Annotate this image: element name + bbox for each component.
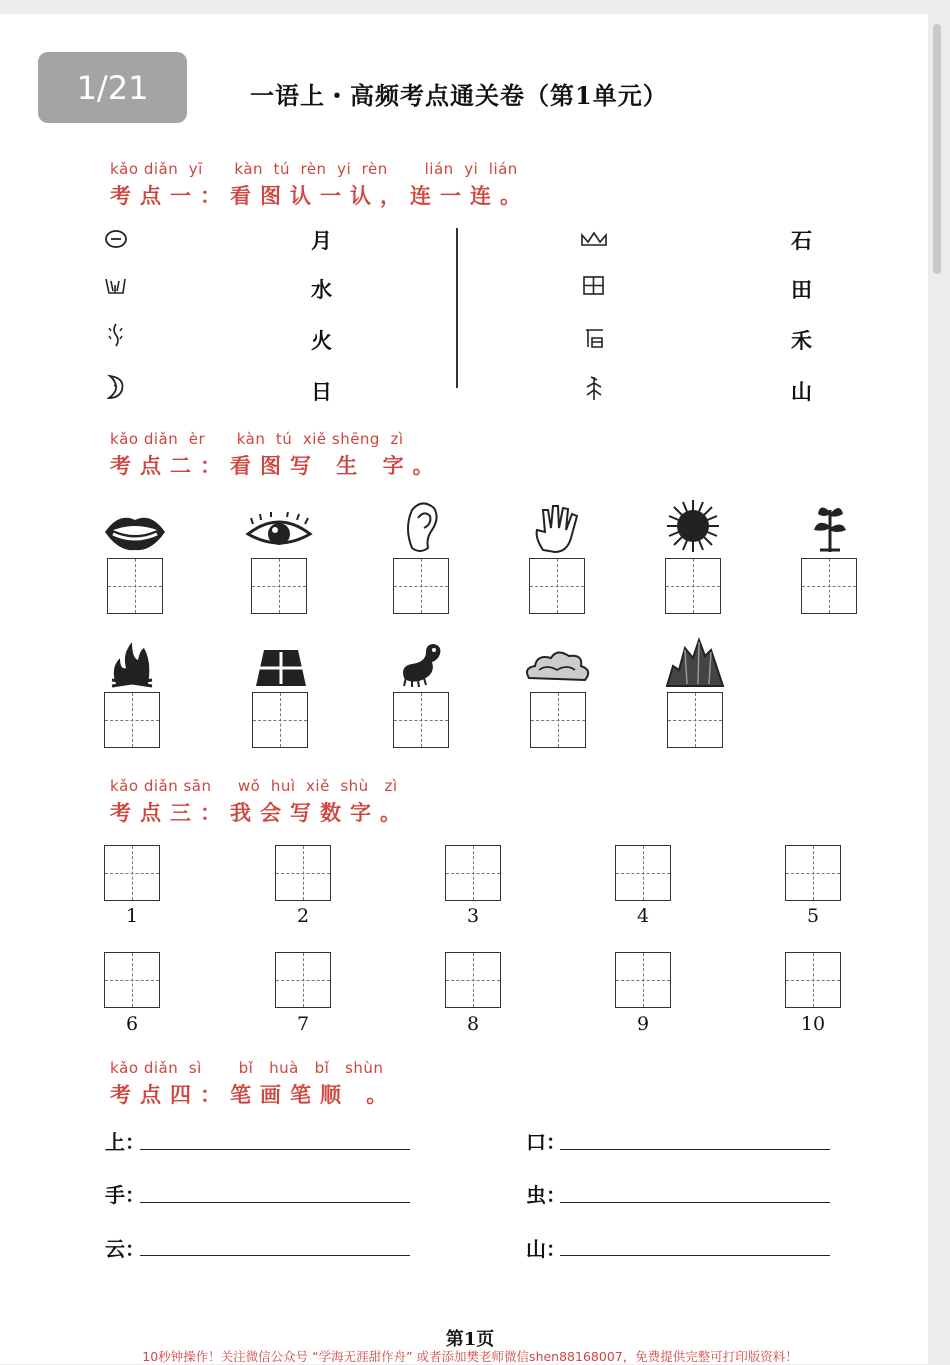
number-label: 5 [806,905,820,927]
number-writing-box[interactable] [615,845,671,901]
moon-oracle-icon [105,374,127,400]
section2-heading: 考点二：看图写 生 字。 [110,453,443,478]
writing-box[interactable] [665,558,721,614]
stone-oracle-icon [583,326,607,350]
writing-box[interactable] [251,558,307,614]
field-icon [254,648,308,688]
section1-divider [456,228,458,388]
number-label: 8 [466,1013,480,1035]
number-label: 7 [296,1013,310,1035]
hand-icon [533,502,581,554]
writing-box[interactable] [530,692,586,748]
stroke-item-label: 山： [526,1237,566,1261]
insect-icon [396,640,446,688]
ear-icon [402,498,442,554]
fire-icon [110,640,154,688]
writing-box[interactable] [801,558,857,614]
grain-sprout-icon [810,500,850,554]
number-writing-box[interactable] [275,845,331,901]
number-label: 4 [636,905,650,927]
number-writing-box[interactable] [785,845,841,901]
writing-box[interactable] [393,558,449,614]
number-label: 9 [636,1013,650,1035]
writing-box[interactable] [667,692,723,748]
stroke-item-label: 上： [105,1130,145,1154]
number-label: 1 [125,905,139,927]
eye-icon [245,512,313,552]
section4-heading: 考点四：笔画笔顺 。 [110,1082,397,1107]
right-char-3: 禾 [791,328,812,353]
stroke-answer-line[interactable] [140,1202,410,1203]
writing-box[interactable] [529,558,585,614]
number-writing-box[interactable] [615,952,671,1008]
field-oracle-icon [582,275,606,297]
left-char-1: 月 [311,228,332,253]
left-char-3: 火 [311,328,332,353]
stroke-answer-line[interactable] [140,1149,410,1150]
mountain-oracle-icon [580,230,608,248]
stroke-item-label: 虫： [526,1183,566,1207]
stroke-item-label: 手： [105,1183,145,1207]
fire-oracle-icon [103,275,127,297]
sun-oracle-icon [104,229,128,249]
section4-pinyin: kǎo diǎn sì bǐ huà bǐ shùn [110,1059,384,1077]
grain-oracle-icon [583,374,605,402]
document-title: 一语上・高频考点通关卷（第1单元） [250,81,668,110]
stroke-answer-line[interactable] [560,1202,830,1203]
page-number: 第1页 [445,1329,495,1350]
page-indicator: 1/21 [38,52,187,123]
number-label: 6 [125,1013,139,1035]
mountain-icon [665,636,725,688]
number-writing-box[interactable] [104,845,160,901]
writing-box[interactable] [107,558,163,614]
stroke-answer-line[interactable] [560,1149,830,1150]
scrollbar[interactable] [933,24,941,274]
stroke-answer-line[interactable] [140,1255,410,1256]
left-char-4: 日 [311,379,332,404]
right-char-1: 石 [791,228,812,253]
water-oracle-icon [105,322,127,348]
document-page [0,14,928,1364]
mouth-icon [103,510,167,554]
writing-box[interactable] [104,692,160,748]
stroke-item-label: 口： [526,1130,566,1154]
cloud-icon [523,648,593,686]
writing-box[interactable] [252,692,308,748]
number-label: 10 [800,1013,826,1035]
writing-box[interactable] [393,692,449,748]
section2-pinyin: kǎo diǎn èr kàn tú xiě shēng zì [110,430,404,448]
section1-heading: 考点一：看图认一认，连一连。 [110,183,530,208]
stroke-item-label: 云： [105,1237,145,1261]
number-writing-box[interactable] [445,845,501,901]
section3-heading: 考点三：我会写数字。 [110,800,410,825]
section3-pinyin: kǎo diǎn sān wǒ huì xiě shù zì [110,777,398,795]
number-label: 3 [466,905,480,927]
section1-pinyin: kǎo diǎn yī kàn tú rèn yi rèn lián yi lián [110,160,518,178]
left-char-2: 水 [311,277,332,302]
number-label: 2 [296,905,310,927]
right-char-4: 山 [791,379,812,404]
right-char-2: 田 [791,277,812,302]
number-writing-box[interactable] [785,952,841,1008]
number-writing-box[interactable] [445,952,501,1008]
number-writing-box[interactable] [104,952,160,1008]
number-writing-box[interactable] [275,952,331,1008]
watermark-notice: 10秒钟操作！关注微信公众号 “学海无涯甜作舟” 或者添加樊老师微信shen88168007，免费提供完整可打印版资料！ [142,1349,798,1364]
stroke-answer-line[interactable] [560,1255,830,1256]
sun-icon [664,498,722,554]
